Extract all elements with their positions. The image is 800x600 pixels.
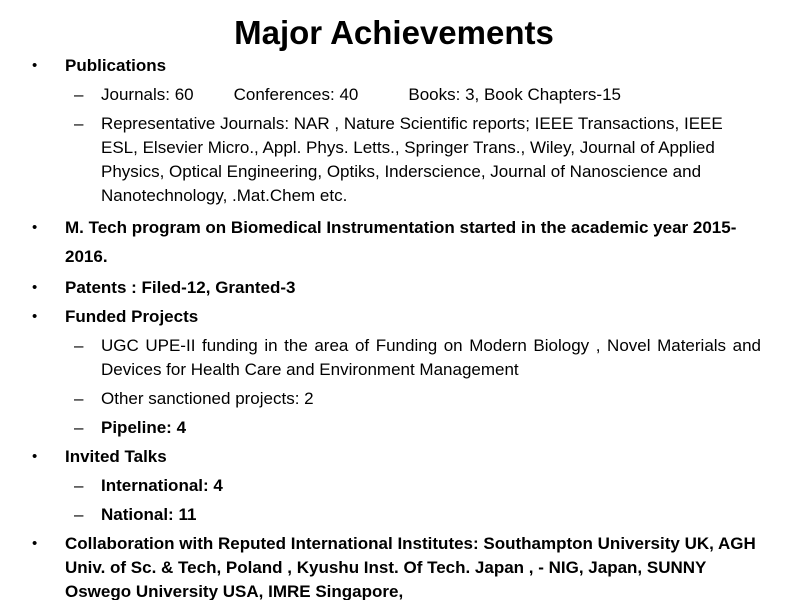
representative-journals-text: Representative Journals: NAR , Nature Scientific reports; IEEE Transactions, IEEE ESL, Elsevier Micro., Appl. Phys. Letts., Springer Trans., Wiley, Journal of Applied Physics, Optical Engineering, Optiks, Inderscience, Journal of Nanoscience and Nanotechnology, .Mat.Chem etc.	[101, 114, 723, 205]
dash-icon: –	[74, 85, 84, 104]
bullet-icon: •	[32, 308, 38, 325]
sub-bullet-national-talks	[0, 503, 761, 527]
collaboration-text: Collaboration with Reputed International Institutes: Southampton University UK, AGH Univ. of Sc. & Tech, Poland , Kyushu Inst. Of Tech. Japan , - NIG, Japan, SUNNY Oswego University USA, IMRE Singapore,	[65, 534, 756, 600]
bullet-patents	[0, 276, 765, 300]
other-projects-text: Other sanctioned projects: 2	[101, 389, 314, 408]
bullet-icon: •	[32, 219, 38, 236]
slide-title: Major Achievements	[234, 14, 554, 51]
dash-icon: –	[74, 114, 84, 133]
dash-icon: –	[74, 418, 84, 437]
pipeline-text: Pipeline: 4	[101, 418, 187, 437]
funded-projects-label: Funded Projects	[65, 307, 199, 326]
sub-bullet-ugc-funding	[0, 334, 761, 382]
national-talks-text: National: 11	[101, 505, 197, 524]
bullet-publications	[0, 54, 765, 78]
books-count: Books: 3, Book Chapters-15	[408, 85, 621, 104]
international-talks-text: International: 4	[101, 476, 223, 495]
bullet-collaboration	[0, 532, 765, 600]
bullet-invited-talks	[0, 445, 765, 469]
bullet-mtech	[0, 213, 765, 271]
patents-text: Patents : Filed-12, Granted-3	[65, 278, 296, 297]
bullet-icon: •	[32, 279, 38, 296]
dash-icon: –	[74, 336, 84, 355]
sub-bullet-representative-journals	[0, 112, 761, 208]
bullet-list	[0, 54, 800, 600]
dash-icon: –	[74, 505, 84, 524]
conferences-count: Conferences: 40	[233, 85, 359, 104]
sub-bullet-publication-counts	[0, 83, 761, 107]
dash-icon: –	[74, 476, 84, 495]
bullet-icon: •	[32, 535, 38, 552]
dash-icon: –	[74, 389, 84, 408]
journals-count: Journals: 60	[101, 85, 194, 104]
invited-talks-label: Invited Talks	[65, 447, 167, 466]
bullet-funded-projects	[0, 305, 765, 329]
bullet-icon: •	[32, 57, 38, 74]
sub-bullet-other-projects	[0, 387, 761, 411]
publications-label: Publications	[65, 56, 167, 75]
sub-bullet-international-talks	[0, 474, 761, 498]
ugc-funding-text: UGC UPE-II funding in the area of Funding on Modern Biology , Novel Materials and Devices for Health Care and Environment Management	[101, 336, 761, 379]
mtech-text: M. Tech program on Biomedical Instrumentation started in the academic year 2015-2016.	[65, 218, 737, 266]
sub-bullet-pipeline	[0, 416, 761, 440]
bullet-icon: •	[32, 448, 38, 465]
